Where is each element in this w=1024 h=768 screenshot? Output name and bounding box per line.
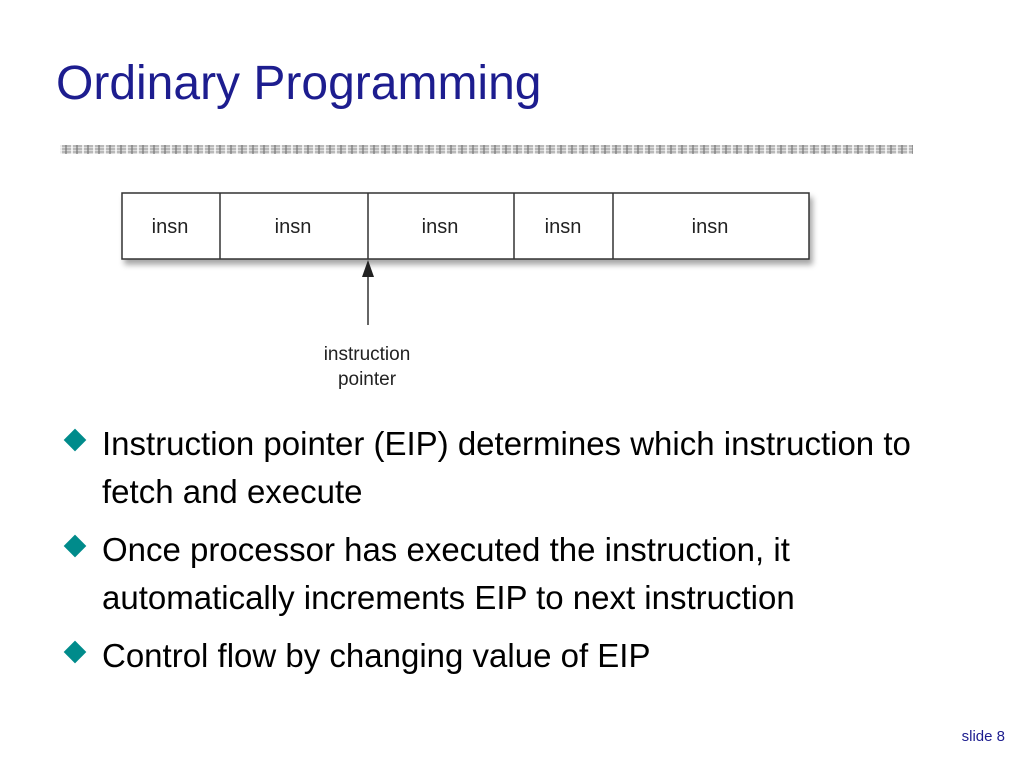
instruction-cell-label: insn (151, 216, 189, 238)
instruction-diagram (100, 180, 840, 400)
bullet-text: Instruction pointer (EIP) determines which instruction to fetch and execute (102, 425, 911, 510)
instruction-diagram-svg (100, 180, 840, 400)
pointer-label-line2: pointer (337, 369, 397, 390)
title-divider (60, 145, 913, 154)
bullet-list (62, 420, 982, 690)
bullet-item (62, 632, 982, 680)
slide-number: slide 8 (961, 728, 1005, 745)
pointer-arrow-head (362, 260, 374, 277)
slide-title: Ordinary Programming (56, 57, 542, 110)
pointer-label-line1: instruction (323, 344, 411, 365)
diamond-bullet-icon (64, 641, 87, 664)
instruction-cell-label: insn (544, 216, 582, 238)
instruction-cell-label: insn (274, 216, 312, 238)
bullet-item (62, 526, 982, 622)
diamond-bullet-icon (64, 535, 87, 558)
diamond-bullet-icon (64, 429, 87, 452)
instruction-cell-label: insn (691, 216, 729, 238)
bullet-text: Once processor has executed the instruction, it automatically increments EIP to next instruction (102, 531, 795, 616)
bullet-item (62, 420, 982, 516)
up-arrow-icon (362, 260, 374, 325)
bullet-text: Control flow by changing value of EIP (102, 637, 651, 674)
instruction-strip (122, 193, 809, 259)
instruction-cell-label: insn (421, 216, 459, 238)
